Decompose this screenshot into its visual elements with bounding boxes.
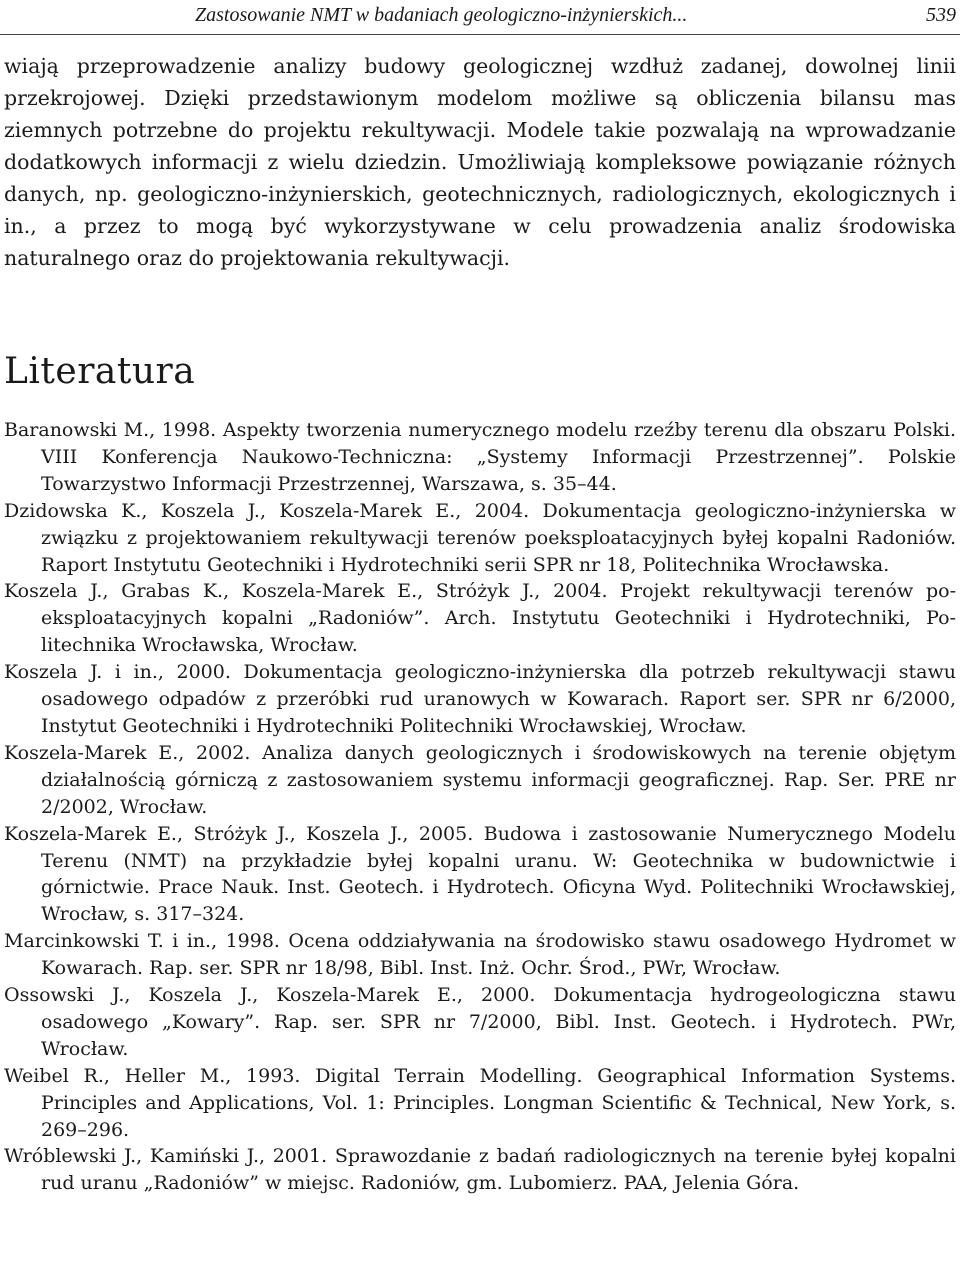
header-rule	[0, 34, 960, 35]
section-heading: Literatura	[4, 351, 196, 392]
page-number: 539	[926, 4, 956, 26]
reference-item: Koszela J. i in., 2000. Dokumentacja geologiczno-inżynierska dla potrzeb rekultywacji stawu osadowego odpadów z przeróbki rud uranowych w Kowarach. Raport ser. SPR nr 6/2000, Instytut Geotechniki i Hydrotechniki Politechniki Wrocławskiej, Wrocław.	[4, 661, 956, 737]
reference-item: Dzidowska K., Koszela J., Koszela-Marek E., 2004. Dokumentacja geologiczno-inżynierska w związku z projektowaniem rekultywacji terenów poeksploatacyjnych byłej kopalni Radoniów. Raport Instytutu Geotechniki i Hydrotechniki serii SPR nr 18, Politechnika Wrocławska.	[4, 499, 956, 576]
running-head-title: Zastosowanie NMT w badaniach geologiczno-inżynierskich...	[195, 4, 688, 26]
body-paragraph: wiają przeprowadzenie analizy budowy geologicznej wzdłuż zadanej, dowolnej linii przekrojowej. Dzięki przedstawionym modelom możliwe są obliczenia bilansu mas ziemnych potrzebne do projektu rekultywacji. Modele takie pozwalają na wprowadzanie dodatkowych informacji z wielu dziedzin. Umożliwiają kompleksowe powiązanie różnych danych, np. geologiczno-inżynierskich, geotechnicznych, radiologicznych, ekologicznych i in., a przez to mogą być wykorzystywane w celu prowadzenia analiz środowiska naturalnego oraz do projektowania rekultywacji.	[4, 54, 956, 270]
reference-item: Marcinkowski T. i in., 1998. Ocena oddziaływania na środowisko stawu osadowego Hydromet w Kowarach. Rap. ser. SPR nr 18/98, Bibl. Inst. Inż. Ochr. Środ., PWr, Wrocław.	[4, 930, 956, 980]
reference-item: Ossowski J., Koszela J., Koszela-Marek E., 2000. Dokumentacja hydrogeologiczna stawu osadowego „Kowary”. Rap. ser. SPR nr 7/2000, Bibl. Inst. Geotech. i Hydrotech. PWr, Wrocław.	[4, 984, 956, 1060]
running-head	[0, 0, 960, 30]
reference-item: Baranowski M., 1998. Aspekty tworzenia numerycznego modelu rzeźby terenu dla obszaru Polski. VIII Konferencja Naukowo-Techniczna: „Systemy Informacji Przestrzennej”. Polskie Towarzystwo Informacji Przestrzennej, Warszawa, s. 35–44.	[4, 419, 956, 495]
reference-item: Koszela-Marek E., 2002. Analiza danych geologicznych i środowiskowych na terenie objętym działalnością górniczą z zastosowaniem systemu informacji geograficznej. Rap. Ser. PRE nr 2/2002, Wrocław.	[4, 741, 956, 818]
reference-item: Koszela J., Grabas K., Koszela-Marek E., Stróżyk J., 2004. Projekt rekultywacji terenów poeksploatacyjnych kopalni „Radoniów”. Arch. Instytutu Geotechniki i Hydrotechniki, Politechnika Wrocławska, Wrocław.	[4, 580, 956, 657]
reference-list	[4, 417, 956, 1197]
reference-item: Wróblewski J., Kamiński J., 2001. Sprawozdanie z badań radiologicznych na terenie byłej kopalni rud uranu „Radoniów” w miejsc. Radoniów, gm. Lubomierz. PAA, Jelenia Góra.	[4, 1145, 956, 1195]
reference-item: Koszela-Marek E., Stróżyk J., Koszela J., 2005. Budowa i zastosowanie Numerycznego Modelu Terenu (NMT) na przykładzie byłej kopalni uranu. W: Geotechnika w budownictwie i górnictwie. Prace Nauk. Inst. Geotech. i Hydrotech. Oficyna Wyd. Politechniki Wrocławskiej, Wrocław, s. 317–324.	[4, 822, 956, 926]
reference-item: Weibel R., Heller M., 1993. Digital Terrain Modelling. Geographical Information Systems. Principles and Applications, Vol. 1: Principles. Longman Scientific & Technical, New York, s. 269–296.	[4, 1064, 956, 1141]
